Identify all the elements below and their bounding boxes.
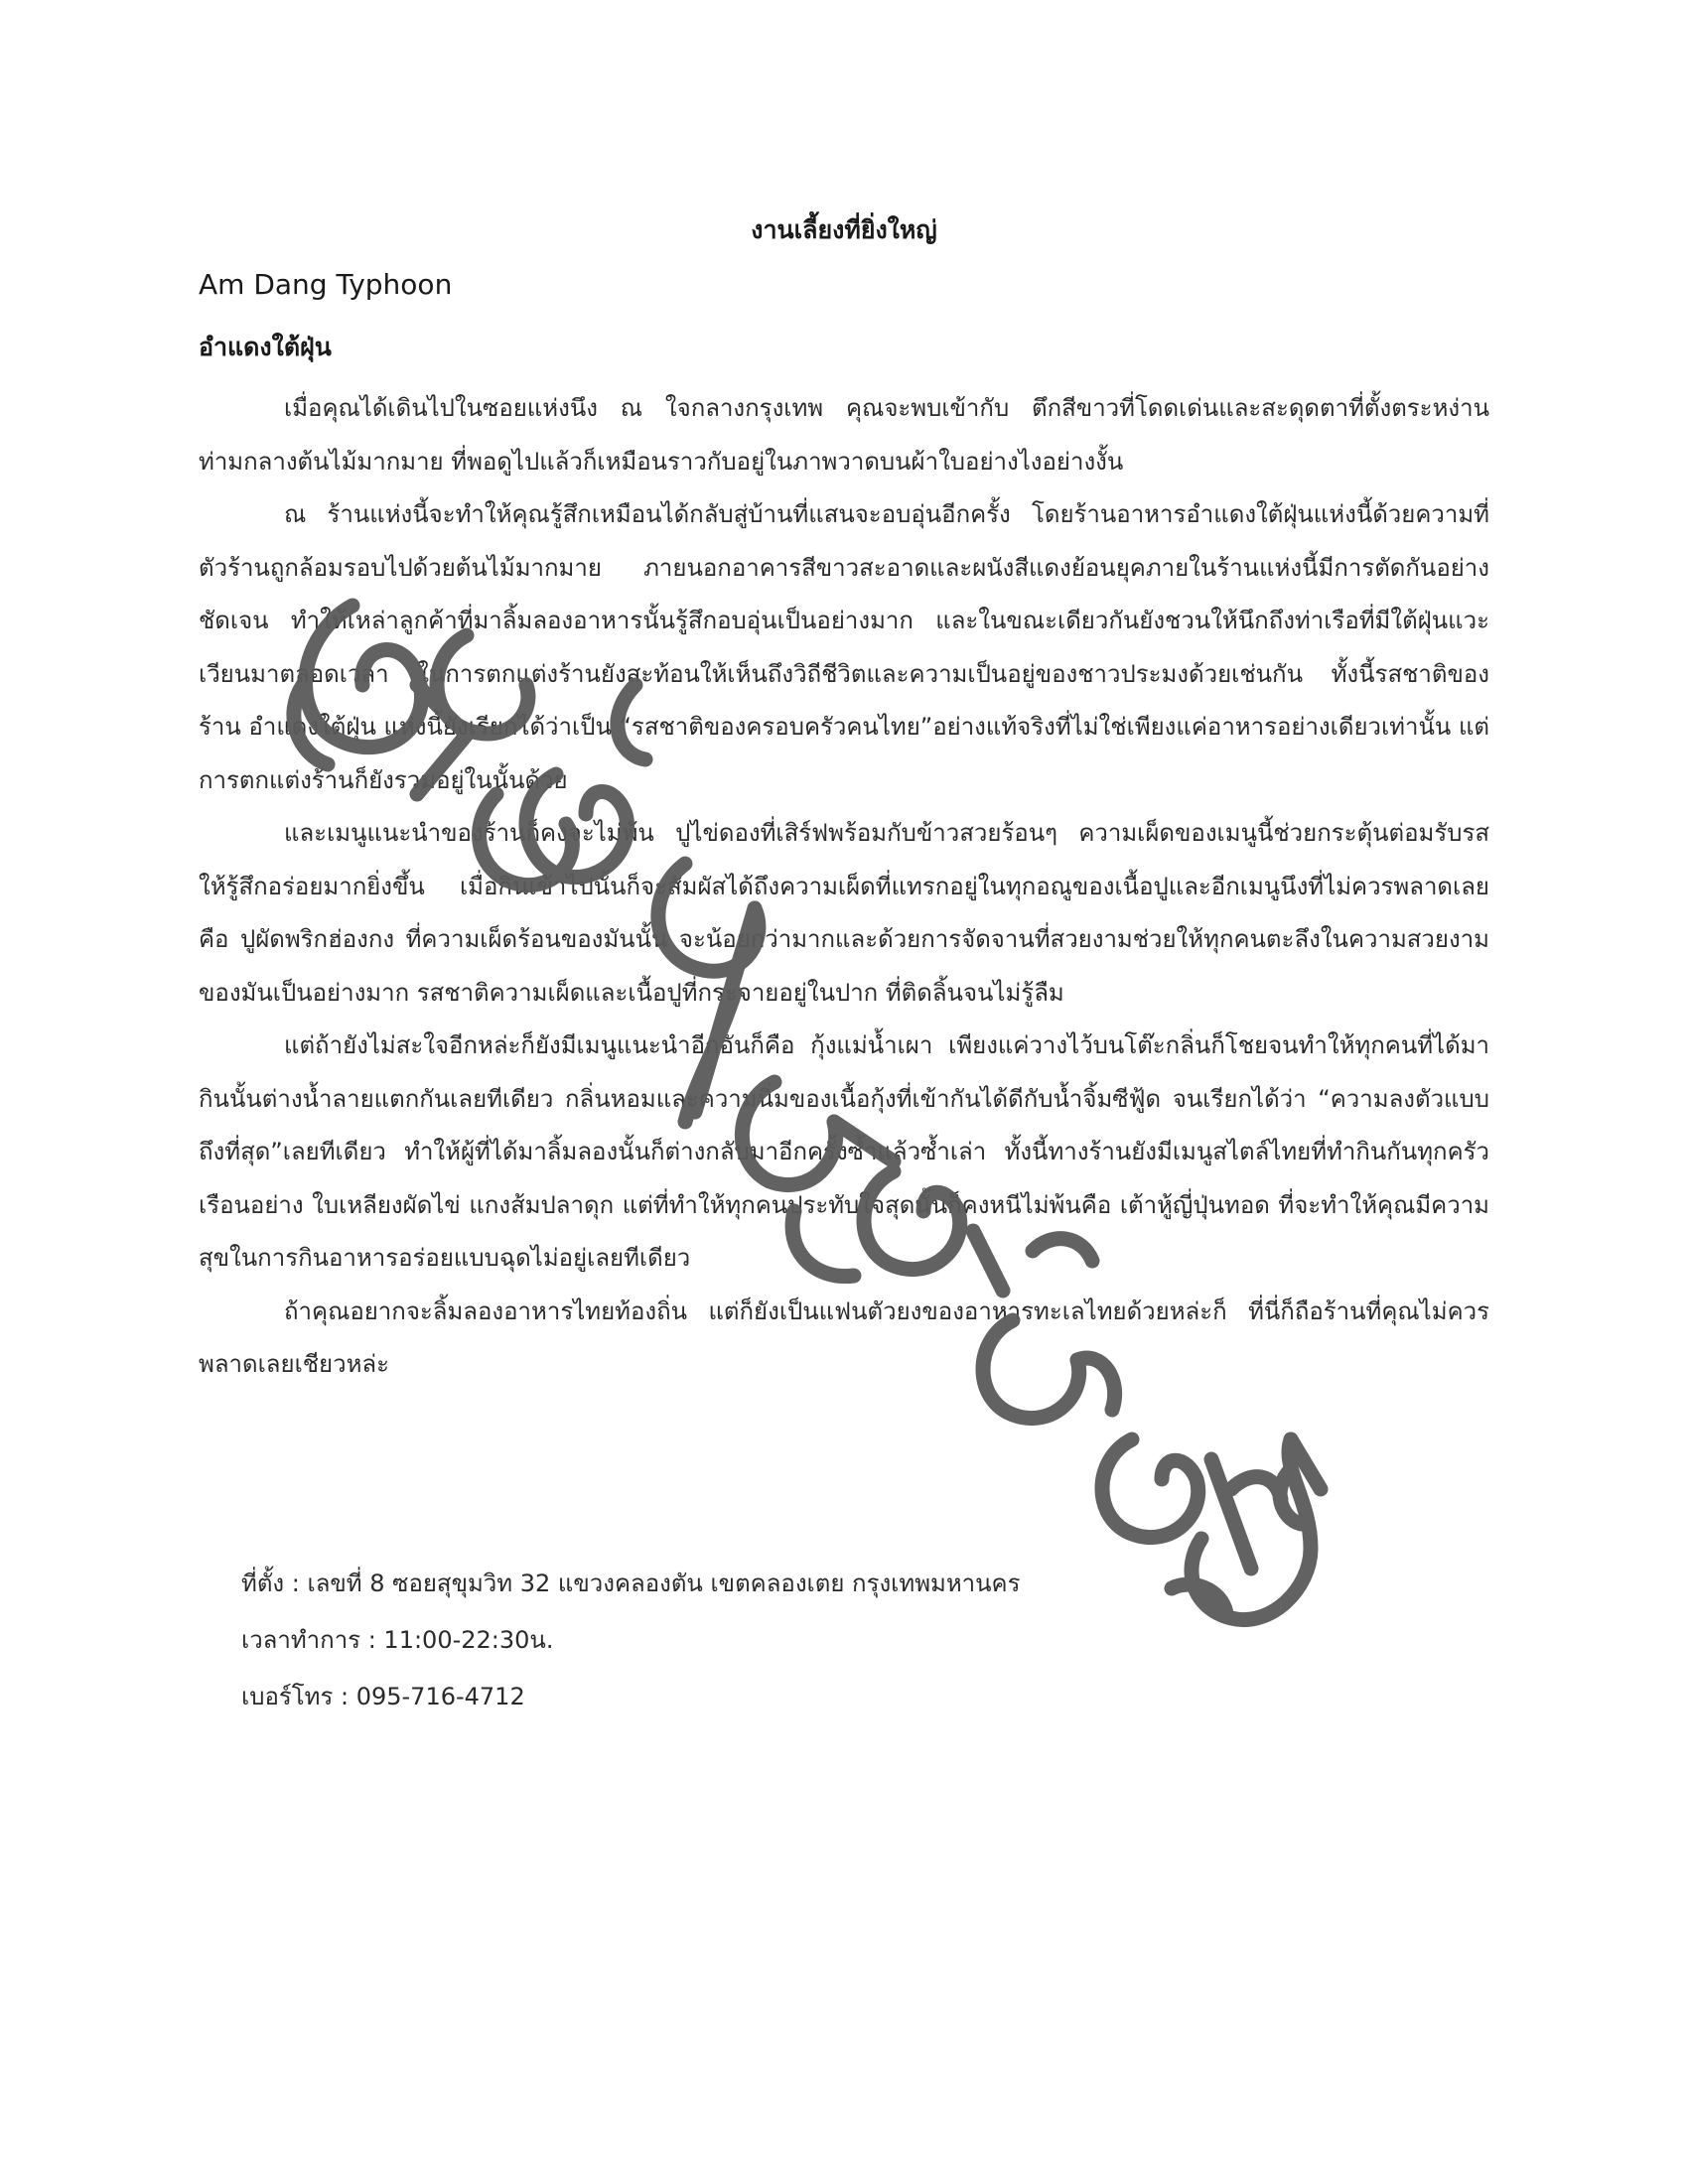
paragraph: และเมนูแนะนำของร้านก็คงจะไม่พ้น ปูไข่ดองที่เสิร์ฟพร้อมกับข้าวสวยร้อนๆ ความเผ็ดของเมนูนี้ช่วยกระตุ้นต่อมรับรสให้รู้สึกอร่อยมากยิ่งขึ้น เมื่อกินเข้าไปนั้นก็จะสัมผัสได้ถึงความเผ็ดที่แทรกอยู่ในทุกอณูของเนื้อปูและอีกเมนูนึงที่ไม่ควรพลาดเลยคือ ปูผัดพริกฮ่องกง ที่ความเผ็ดร้อนของมันนั้น จะน้อยกว่ามากและด้วยการจัดจานที่สวยงามช่วยให้ทุกคนตะลึงในความสวยงามของมันเป็นอย่างมาก รสชาติความเผ็ดและเนื้อปูที่กระจายอยู่ในปาก ที่ติดลิ้นจนไม่รู้ลืม: [199, 819, 1489, 1007]
info-value: 11:00-22:30น.: [383, 1626, 554, 1654]
info-label: ที่ตั้ง :: [241, 1570, 300, 1597]
paragraph: เมื่อคุณได้เดินไปในซอยแห่งนึง ณ ใจกลางกรุงเทพ คุณจะพบเข้ากับ ตึกสีขาวที่โดดเด่นและสะดุดตาที่ตั้งตระหง่านท่ามกลางต้นไม้มากมาย ที่พอดูไปแล้วก็เหมือนราวกับอยู่ในภาพวาดบนผ้าใบอย่างไงอย่างงั้น: [199, 394, 1489, 476]
restaurant-info: [241, 1556, 1021, 1725]
info-phone: [241, 1669, 1021, 1725]
info-label: เวลาทำการ :: [241, 1626, 376, 1654]
info-hours: [241, 1612, 1021, 1669]
paragraph: แต่ถ้ายังไม่สะใจอีกหล่ะก็ยังมีเมนูแนะนำอีกอันก็คือ กุ้งแม่น้ำเผา เพียงแค่วางไว้บนโต๊ะกลิ่นก็โชยจนทำให้ทุกคนที่ได้มากินนั้นต่างน้ำลายแตกกันเลยทีเดียว กลิ่นหอมและความนิ่มของเนื้อกุ้งที่เข้ากันได้ดีกับน้ำจิ้มซีฟู้ด จนเรียกได้ว่า “ความลงตัวแบบถึงที่สุด”เลยทีเดียว ทำให้ผู้ที่ได้มาลิ้มลองนั้นก็ต่างกลับมาอีกครั้งซ้ำแล้วซ้ำเล่า ทั้งนี้ทางร้านยังมีเมนูสไตล์ไทยที่ทำกินกันทุกครัวเรือนอย่าง ใบเหลียงผัดไข่ แกงส้มปลาดุก แต่ที่ทำให้ทุกคนประทับใจสุดนั้นก็คงหนีไม่พ้นคือ เต้าหู้ญี่ปุ่นทอด ที่จะทำให้คุณมีความสุขในการกินอาหารอร่อยแบบฉุดไม่อยู่เลยทีเดียว: [199, 1031, 1489, 1272]
info-label: เบอร์โทร :: [241, 1683, 350, 1710]
article-body: [199, 382, 1489, 1392]
info-value: 095-716-4712: [355, 1683, 525, 1710]
info-value: เลขที่ 8 ซอยสุขุมวิท 32 แขวงคลองตัน เขตคลองเตย กรุงเทพมหานคร: [307, 1570, 1021, 1597]
restaurant-name-en: Am Dang Typhoon: [199, 268, 453, 301]
info-location: [241, 1556, 1021, 1612]
document-title: งานเลี้ยงที่ยิ่งใหญ่: [751, 215, 937, 244]
paragraph: ถ้าคุณอยากจะลิ้มลองอาหารไทยท้องถิ่น แต่ก็ยังเป็นแฟนตัวยงของอาหารทะเลไทยด้วยหล่ะก็ ที่นี่ก็ถือร้านที่คุณไม่ควรพลาดเลยเชียวหล่ะ: [199, 1297, 1489, 1378]
paragraph: ณ ร้านแห่งนี้จะทำให้คุณรู้สึกเหมือนได้กลับสู่บ้านที่แสนจะอบอุ่นอีกครั้ง โดยร้านอาหารอำแดงใต้ฝุ่นแห่งนี้ด้วยความที่ตัวร้านถูกล้อมรอบไปด้วยต้นไม้มากมาย ภายนอกอาคารสีขาวสะอาดและผนังสีแดงย้อนยุคภายในร้านแห่งนี้มีการตัดกันอย่างชัดเจน ทำให้เหล่าลูกค้าที่มาลิ้มลองอาหารนั้นรู้สึกอบอุ่นเป็นอย่างมาก และในขณะเดียวกันยังชวนให้นึกถึงท่าเรือที่มีใต้ฝุ่นแวะเวียนมาตลอดเวลา ในการตกแต่งร้านยังสะท้อนให้เห็นถึงวิถีชีวิตและความเป็นอยู่ของชาวประมงด้วยเช่นกัน ทั้งนี้รสชาติของร้าน อำแดงใต้ฝุ่น แห่งนี้ยังเรียกได้ว่าเป็น “รสชาติของครอบครัวคนไทย”อย่างแท้จริงที่ไม่ใช่เพียงแค่อาหารอย่างเดียวเท่านั้น แต่การตกแต่งร้านก็ยังรวมอยู่ในนั้นด้วย: [199, 500, 1489, 794]
restaurant-name-th: อำแดงใต้ฝุ่น: [199, 333, 332, 361]
